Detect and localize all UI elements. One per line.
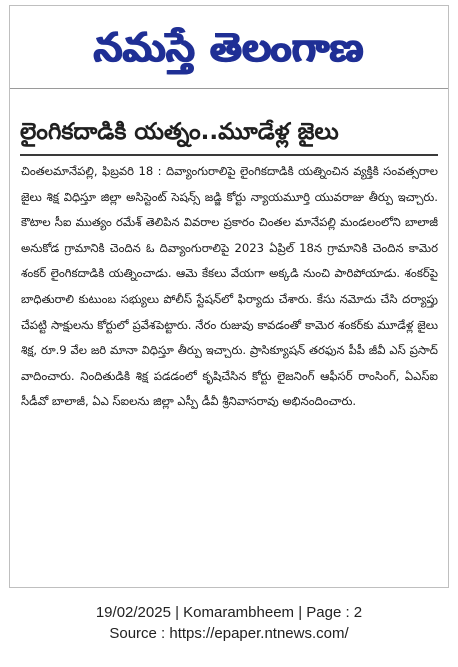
headline-divider — [20, 154, 438, 156]
article-headline: లైంగికదాడికి యత్నం..మూడేళ్ల జైలు — [20, 119, 339, 145]
masthead-divider — [10, 88, 448, 89]
footer-source-line: Source : https://epaper.ntnews.com/ — [109, 625, 349, 642]
newspaper-masthead: నమస్తే తెలంగాణ — [93, 25, 365, 71]
article-body: చింతలమానేపల్లి, ఫిబ్రవరి 18 : దివ్యాంగురాలిపై లైంగికదాడికి యత్నించిన వ్యక్తికి సంవత్సరాల జైలు శిక్ష విధిస్తూ జిల్లా అసిస్టెంట్ సెషన్స్ జడ్జి కోర్టు న్యాయమూర్తి యువరాజు తీర్పు ఇచ్చారు. కౌటాల సీఐ ముత్యం రమేశ్ తెలిపిన వివరాల ప్రకారం చింతల మానేపల్లి మండలంలోని బాలాజీ అనుకోడ గ్రామానికి చెందిన ఓ దివ్యాంగురాలిపై 2023 ఏప్రిల్ 18న గ్రామానికి చెందిన కామెర శంకర్ లైంగికదాడికి యత్నించాడు. ఆమె కేకలు వేయగా అక్కడి నుంచి పారిపోయాడు. శంకర్‌పై బాధితురాలి కుటుంబ సభ్యులు పోలీస్ స్టేషన్‌లో ఫిర్యాదు చేశారు. కేసు నమోదు చేసి దర్యాప్తు చేపట్టి సాక్షులను కోర్టులో ప్రవేశపెట్టారు. నేరం రుజువు కావడంతో కామెర శంకర్‌కు మూడేళ్ల జైలు శిక్ష, రూ.9 వేల జరి మానా విధిస్తూ తీర్పు ఇచ్చారు. ప్రాసిక్యూషన్ తరఫున పీపీ జీవీ ఎస్ ప్రసాద్ వాదించారు. నిందితుడికి శిక్ష పడడంలో కృషిచేసిన కోర్టు లైజనింగ్ ఆఫీసర్ రాంసింగ్, ఏఎస్ఐ సీడీవో బాలాజీ, ఏఎ స్ఐలను జిల్లా ఎస్పీ డీవీ శ్రీనివాసరావు అభినందించారు. — [21, 164, 438, 409]
newspaper-clipping — [9, 5, 449, 588]
footer-date-line: 19/02/2025 | Komarambheem | Page : 2 — [95, 604, 363, 621]
